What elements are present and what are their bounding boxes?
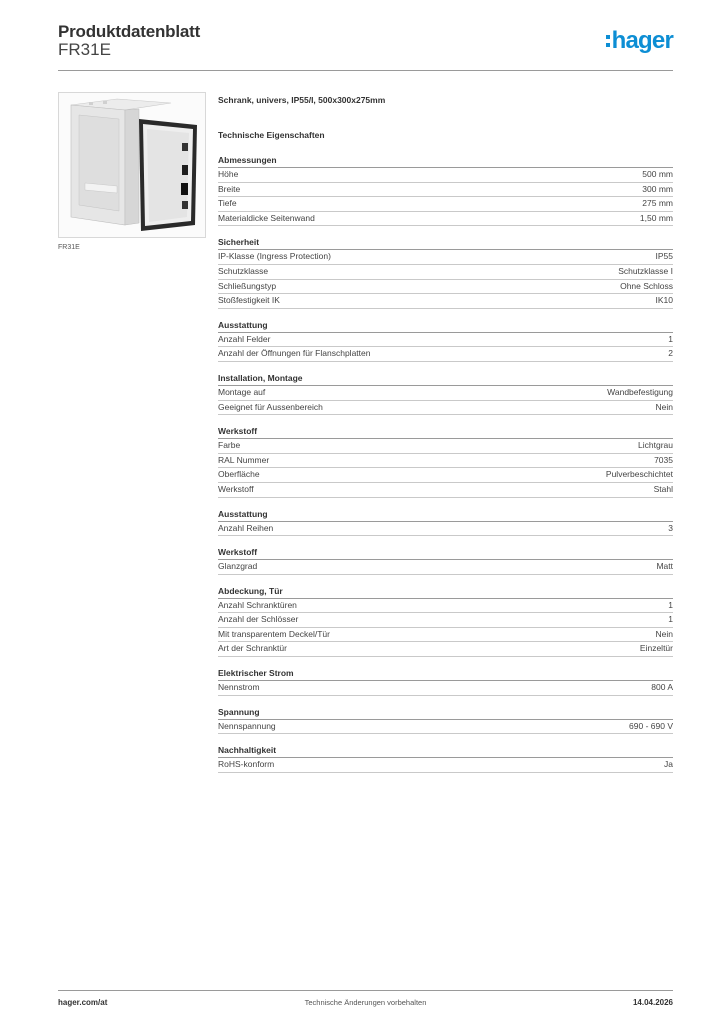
property-section <box>218 372 673 415</box>
logo-text: hager <box>611 27 673 54</box>
property-row <box>218 294 673 309</box>
property-section <box>218 425 673 497</box>
property-label: Oberfläche <box>218 469 260 480</box>
property-row <box>218 401 673 416</box>
property-row <box>218 280 673 295</box>
section-title: Elektrischer Strom <box>218 667 673 681</box>
footer-date: 14.04.2026 <box>632 998 673 1007</box>
property-row <box>218 333 673 348</box>
property-value: Nein <box>655 401 673 412</box>
section-title: Werkstoff <box>218 546 673 560</box>
property-value: IK10 <box>655 295 673 306</box>
section-title: Ausstattung <box>218 508 673 522</box>
property-label: Mit transparentem Deckel/Tür <box>218 628 330 639</box>
property-label: Anzahl Felder <box>218 333 271 344</box>
property-section <box>218 236 673 308</box>
section-title: Abdeckung, Tür <box>218 585 673 599</box>
section-title: Abmessungen <box>218 154 673 168</box>
property-row <box>218 522 673 537</box>
property-row <box>218 439 673 454</box>
property-label: Werkstoff <box>218 483 254 494</box>
logo-dots-icon <box>606 35 610 47</box>
property-label: Höhe <box>218 169 239 179</box>
section-title: Sicherheit <box>218 236 673 250</box>
property-value: 3 <box>668 522 673 533</box>
property-row <box>218 386 673 401</box>
property-value: Ja <box>664 759 673 770</box>
property-row <box>218 628 673 643</box>
property-section <box>218 706 673 735</box>
property-label: Tiefe <box>218 198 237 209</box>
property-section <box>218 508 673 537</box>
property-value: 1 <box>668 614 673 625</box>
property-row <box>218 168 673 183</box>
property-label: Art der Schranktür <box>218 643 287 654</box>
property-label: Materialdicke Seitenwand <box>218 212 315 223</box>
property-label: Nennstrom <box>218 682 260 693</box>
property-value: Wandbefestigung <box>607 386 673 397</box>
property-value: 800 A <box>651 682 673 693</box>
property-label: Anzahl Reihen <box>218 522 274 533</box>
footer-website[interactable]: hager.com/at <box>58 998 108 1007</box>
property-row <box>218 454 673 469</box>
property-row <box>218 468 673 483</box>
property-row <box>218 642 673 657</box>
property-value: Lichtgrau <box>638 440 673 451</box>
property-value: Pulverbeschichtet <box>605 469 673 480</box>
property-value: Schutzklasse I <box>618 265 673 276</box>
property-value: 1,50 mm <box>639 212 673 223</box>
footer-disclaimer: Technische Änderungen vorbehalten <box>304 998 427 1007</box>
property-value: 2 <box>668 348 673 359</box>
product-code: FR31E <box>58 40 111 59</box>
property-value: Matt <box>656 561 673 572</box>
property-section <box>218 744 673 773</box>
section-title: Installation, Montage <box>218 372 673 386</box>
property-label: Schutzklasse <box>218 265 269 276</box>
property-row <box>218 197 673 212</box>
property-section <box>218 319 673 362</box>
property-label: RAL Nummer <box>218 454 270 465</box>
product-description: Schrank, univers, IP55/I, 500x300x275mm <box>218 95 386 105</box>
technical-properties-heading: Technische Eigenschaften <box>218 130 325 140</box>
property-value: 1 <box>668 333 673 344</box>
hager-logo <box>606 29 673 53</box>
property-section <box>218 546 673 575</box>
property-label: Geeignet für Aussenbereich <box>218 401 323 412</box>
section-title: Ausstattung <box>218 319 673 333</box>
property-row <box>218 250 673 265</box>
property-label: Nennspannung <box>218 720 276 731</box>
property-label: Anzahl der Schlösser <box>218 614 299 625</box>
property-label: Montage auf <box>218 386 266 397</box>
property-row <box>218 681 673 696</box>
property-value: Nein <box>655 628 673 639</box>
property-value: 7035 <box>654 454 673 465</box>
property-value: Stahl <box>653 483 673 494</box>
property-label: Glanzgrad <box>218 561 258 572</box>
property-label: Anzahl der Öffnungen für Flanschplatten <box>218 348 371 359</box>
property-label: IP-Klasse (Ingress Protection) <box>218 251 331 262</box>
product-image <box>58 92 206 238</box>
property-row <box>218 560 673 575</box>
enclosure-cabinet-icon <box>59 93 205 237</box>
property-value: IP55 <box>655 251 673 262</box>
property-row <box>218 265 673 280</box>
property-row <box>218 613 673 628</box>
property-label: Anzahl Schranktüren <box>218 599 297 610</box>
section-title: Nachhaltigkeit <box>218 744 673 758</box>
product-details <box>218 95 673 783</box>
property-value: 500 mm <box>642 169 673 179</box>
property-row <box>218 599 673 614</box>
property-row <box>218 212 673 227</box>
properties-list <box>218 154 673 773</box>
property-row <box>218 720 673 735</box>
document-title: Produktdatenblatt <box>58 22 201 41</box>
page-header <box>58 20 673 71</box>
property-label: Farbe <box>218 440 241 451</box>
property-value: 275 mm <box>642 198 673 209</box>
property-label: RoHS-konform <box>218 759 275 770</box>
property-section <box>218 585 673 657</box>
property-value: Ohne Schloss <box>620 280 673 291</box>
property-label: Schließungstyp <box>218 280 277 291</box>
property-section <box>218 154 673 226</box>
property-label: Stoßfestigkeit IK <box>218 295 280 306</box>
section-title: Spannung <box>218 706 673 720</box>
image-caption: FR31E <box>58 244 80 251</box>
property-value: 1 <box>668 599 673 610</box>
page-footer <box>58 990 673 1011</box>
property-row <box>218 183 673 198</box>
property-value: 690 - 690 V <box>629 720 673 731</box>
property-section <box>218 667 673 696</box>
property-value: 300 mm <box>642 183 673 194</box>
property-label: Breite <box>218 183 241 194</box>
property-row <box>218 758 673 773</box>
property-row <box>218 483 673 498</box>
property-row <box>218 347 673 362</box>
property-value: Einzeltür <box>639 643 673 654</box>
section-title: Werkstoff <box>218 425 673 439</box>
